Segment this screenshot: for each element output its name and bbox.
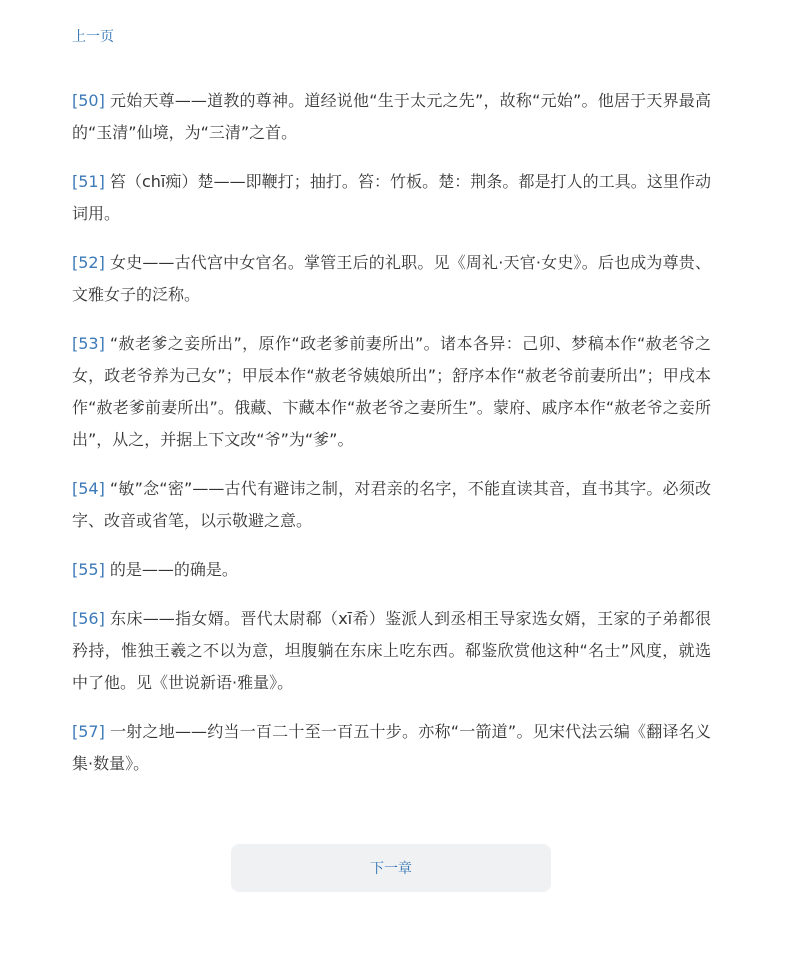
footnote-number[interactable]: [52] <box>72 253 105 272</box>
footnote-56 <box>72 603 711 699</box>
footnote-52 <box>72 247 711 311</box>
footnote-51 <box>72 166 711 230</box>
prev-page-link[interactable]: 上一页 <box>72 29 114 45</box>
footnote-55 <box>72 554 711 586</box>
footnote-57 <box>72 716 711 780</box>
footnote-number[interactable]: [56] <box>72 609 105 628</box>
footnote-text: “赦老爹之妾所出”，原作“政老爹前妻所出”。诸本各异：己卯、梦稿本作“赦老爷之女，政老爷养为己女”；甲辰本作“赦老爷姨娘所出”；舒序本作“赦老爷前妻所出”；甲戌本作“赦老爹前妻所出”。俄藏、卞藏本作“赦老爷之妻所生”。蒙府、戚序本作“赦老爷之妾所出”，从之，并据上下文改“爷”为“爹”。 <box>72 334 711 449</box>
footnote-text: 笞（chī痴）楚——即鞭打；抽打。笞：竹板。楚：荆条。都是打人的工具。这里作动词用。 <box>72 172 711 223</box>
footnote-number[interactable]: [55] <box>72 560 105 579</box>
footnote-number[interactable]: [51] <box>72 172 105 191</box>
footnote-number[interactable]: [57] <box>72 722 105 741</box>
footnote-text: 的是——的确是。 <box>109 560 238 579</box>
footnote-text: 女史——古代宫中女官名。掌管王后的礼职。见《周礼·天官·女史》。后也成为尊贵、文雅女子的泛称。 <box>72 253 711 304</box>
footnote-text: “敏”念“密”——古代有避讳之制，对君亲的名字，不能直读其音，直书其字。必须改字、改音或省笔，以示敬避之意。 <box>72 479 711 530</box>
footnote-54 <box>72 473 711 537</box>
footnote-number[interactable]: [54] <box>72 479 105 498</box>
footnote-50 <box>72 85 711 149</box>
footnote-text: 一射之地——约当一百二十至一百五十步。亦称“一箭道”。见宋代法云编《翻译名义集·数量》。 <box>72 722 711 773</box>
next-chapter-button[interactable]: 下一章 <box>231 844 551 892</box>
footnotes-list <box>72 85 711 797</box>
footnote-53 <box>72 328 711 456</box>
footnote-text: 东床——指女婿。晋代太尉郗（xī希）鉴派人到丞相王导家选女婿，王家的子弟都很矜持，惟独王羲之不以为意，坦腹躺在东床上吃东西。郗鉴欣赏他这种“名士”风度，就选中了他。见《世说新语·雅量》。 <box>72 609 711 692</box>
footnote-text: 元始天尊——道教的尊神。道经说他“生于太元之先”，故称“元始”。他居于天界最高的“玉清”仙境，为“三清”之首。 <box>72 91 711 142</box>
footnote-number[interactable]: [53] <box>72 334 105 353</box>
footnote-number[interactable]: [50] <box>72 91 105 110</box>
